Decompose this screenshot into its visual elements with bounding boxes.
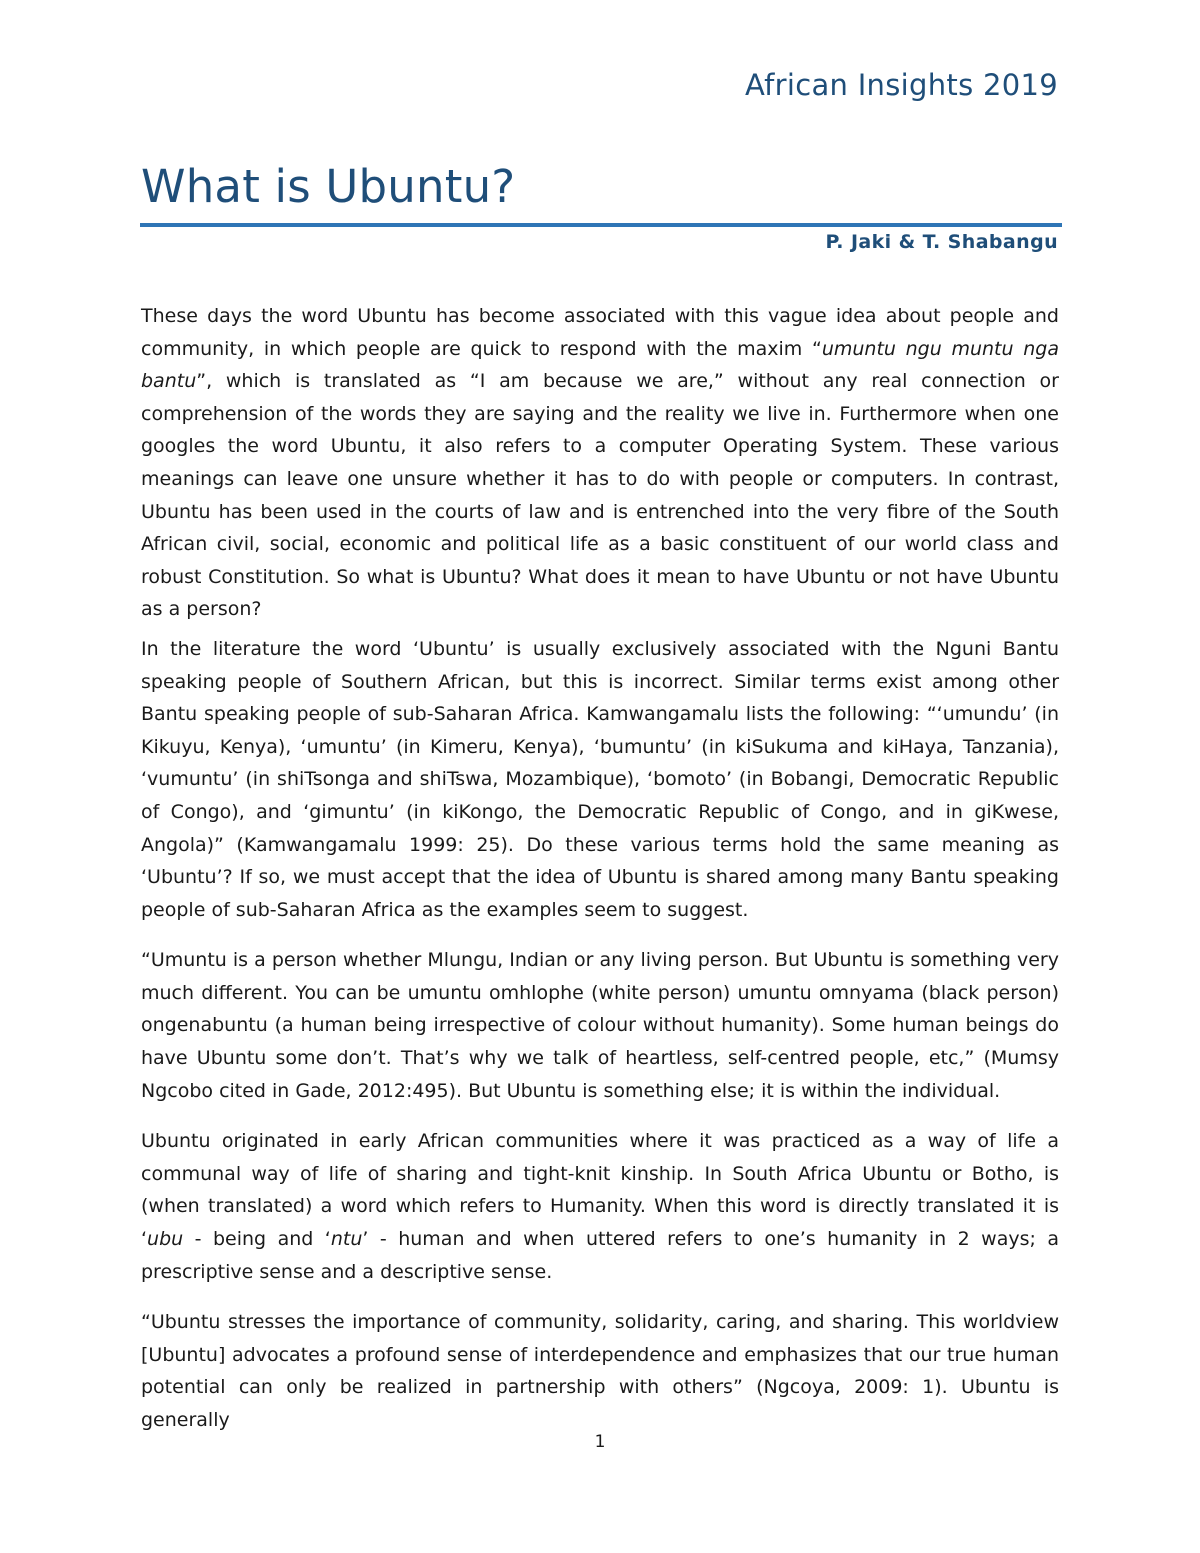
- author-byline: P. Jaki & T. Shabangu: [825, 231, 1058, 253]
- page-title: What is Ubuntu?: [141, 160, 516, 213]
- term-italic-ntu: ntu: [330, 1228, 363, 1251]
- text-segment: - being and ‘: [183, 1228, 331, 1251]
- paragraph-quote-ngcobo: “Umuntu is a person whether Mlungu, Indian or any living person. But Ubuntu is something very much different. You can be umuntu omhlophe (white person) umuntu omnyama (black person) ongenabuntu (a human being irrespective of colour without humanity). Some human beings do have Ubuntu some don’t. That’s why we talk of heartless, self-centred people, etc,” (Mumsy Ngcobo cited in Gade, 2012:495). But Ubuntu is something else; it is within the individual.: [141, 949, 1059, 1102]
- term-italic-ubu: ubu: [147, 1228, 184, 1251]
- running-header: African Insights 2019: [745, 68, 1058, 102]
- paragraph-literature: In the literature the word ‘Ubuntu’ is usually exclusively associated with the Nguni Bantu speaking people of Southern African, but this is incorrect. Similar terms exist among other Bantu speaking people of sub-Saharan Africa. Kamwangamalu lists the following: “‘umundu’ (in Kikuyu, Kenya), ‘umuntu’ (in Kimeru, Kenya), ‘bumuntu’ (in kiSukuma and kiHaya, Tanzania), ‘vumuntu’ (in shiTsonga and shiTswa, Mozambique), ‘bomoto’ (in Bobangi, Democratic Republic of Congo), and ‘gimuntu’ (in kiKongo, the Democratic Republic of Congo, and in giKwese, Angola)” (Kamwangamalu 1999: 25). Do these various terms hold the same meaning as ‘Ubuntu’? If so, we must accept that the idea of Ubuntu is shared among many Bantu speaking people of sub-Saharan Africa as the examples seem to suggest.: [141, 637, 1059, 921]
- page-number: 1: [594, 1432, 606, 1452]
- paragraph-origin: [141, 1125, 1059, 1288]
- text-segment: These days the word Ubuntu has become associated with this vague idea about people and community, in which people are quick to respond with the maxim “: [141, 305, 1059, 360]
- text-segment: ’ - human and when uttered refers to one’s humanity in 2 ways; a prescriptive sense and a descriptive sense.: [141, 1228, 1060, 1283]
- maxim-italic: umuntu ngu muntu nga bantu: [141, 337, 1059, 393]
- title-underline: [140, 223, 1062, 227]
- text-segment: Ubuntu originated in early African communities where it was practiced as a way of life a communal way of life of sharing and tight-knit kinship. In South Africa Ubuntu or Botho, is (when translated) a word which refers to Humanity. When this word is directly translated it is ‘: [141, 1130, 1059, 1251]
- paragraph-quote-ngcoya: “Ubuntu stresses the importance of community, solidarity, caring, and sharing. This worldview [Ubuntu] advocates a profound sense of interdependence and emphasizes that our true human potential can only be realized in partnership with others” (Ngcoya, 2009: 1). Ubuntu is generally: [141, 1311, 1059, 1431]
- paragraph-intro: [141, 300, 1059, 626]
- article-body: [141, 300, 1059, 1437]
- text-segment: ”, which is translated as “I am because we are,” without any real connection or comprehension of the words they are saying and the reality we live in. Furthermore when one googles the word Ubuntu, it also refers to a computer Operating System. These various meanings can leave one unsure whether it has to do with people or computers. In contrast, Ubuntu has been used in the courts of law and is entrenched into the very fibre of the South African civil, social, economic and political life as a basic constituent of our world class and robust Constitution. So what is Ubuntu? What does it mean to have Ubuntu or not have Ubuntu as a person?: [141, 370, 1059, 621]
